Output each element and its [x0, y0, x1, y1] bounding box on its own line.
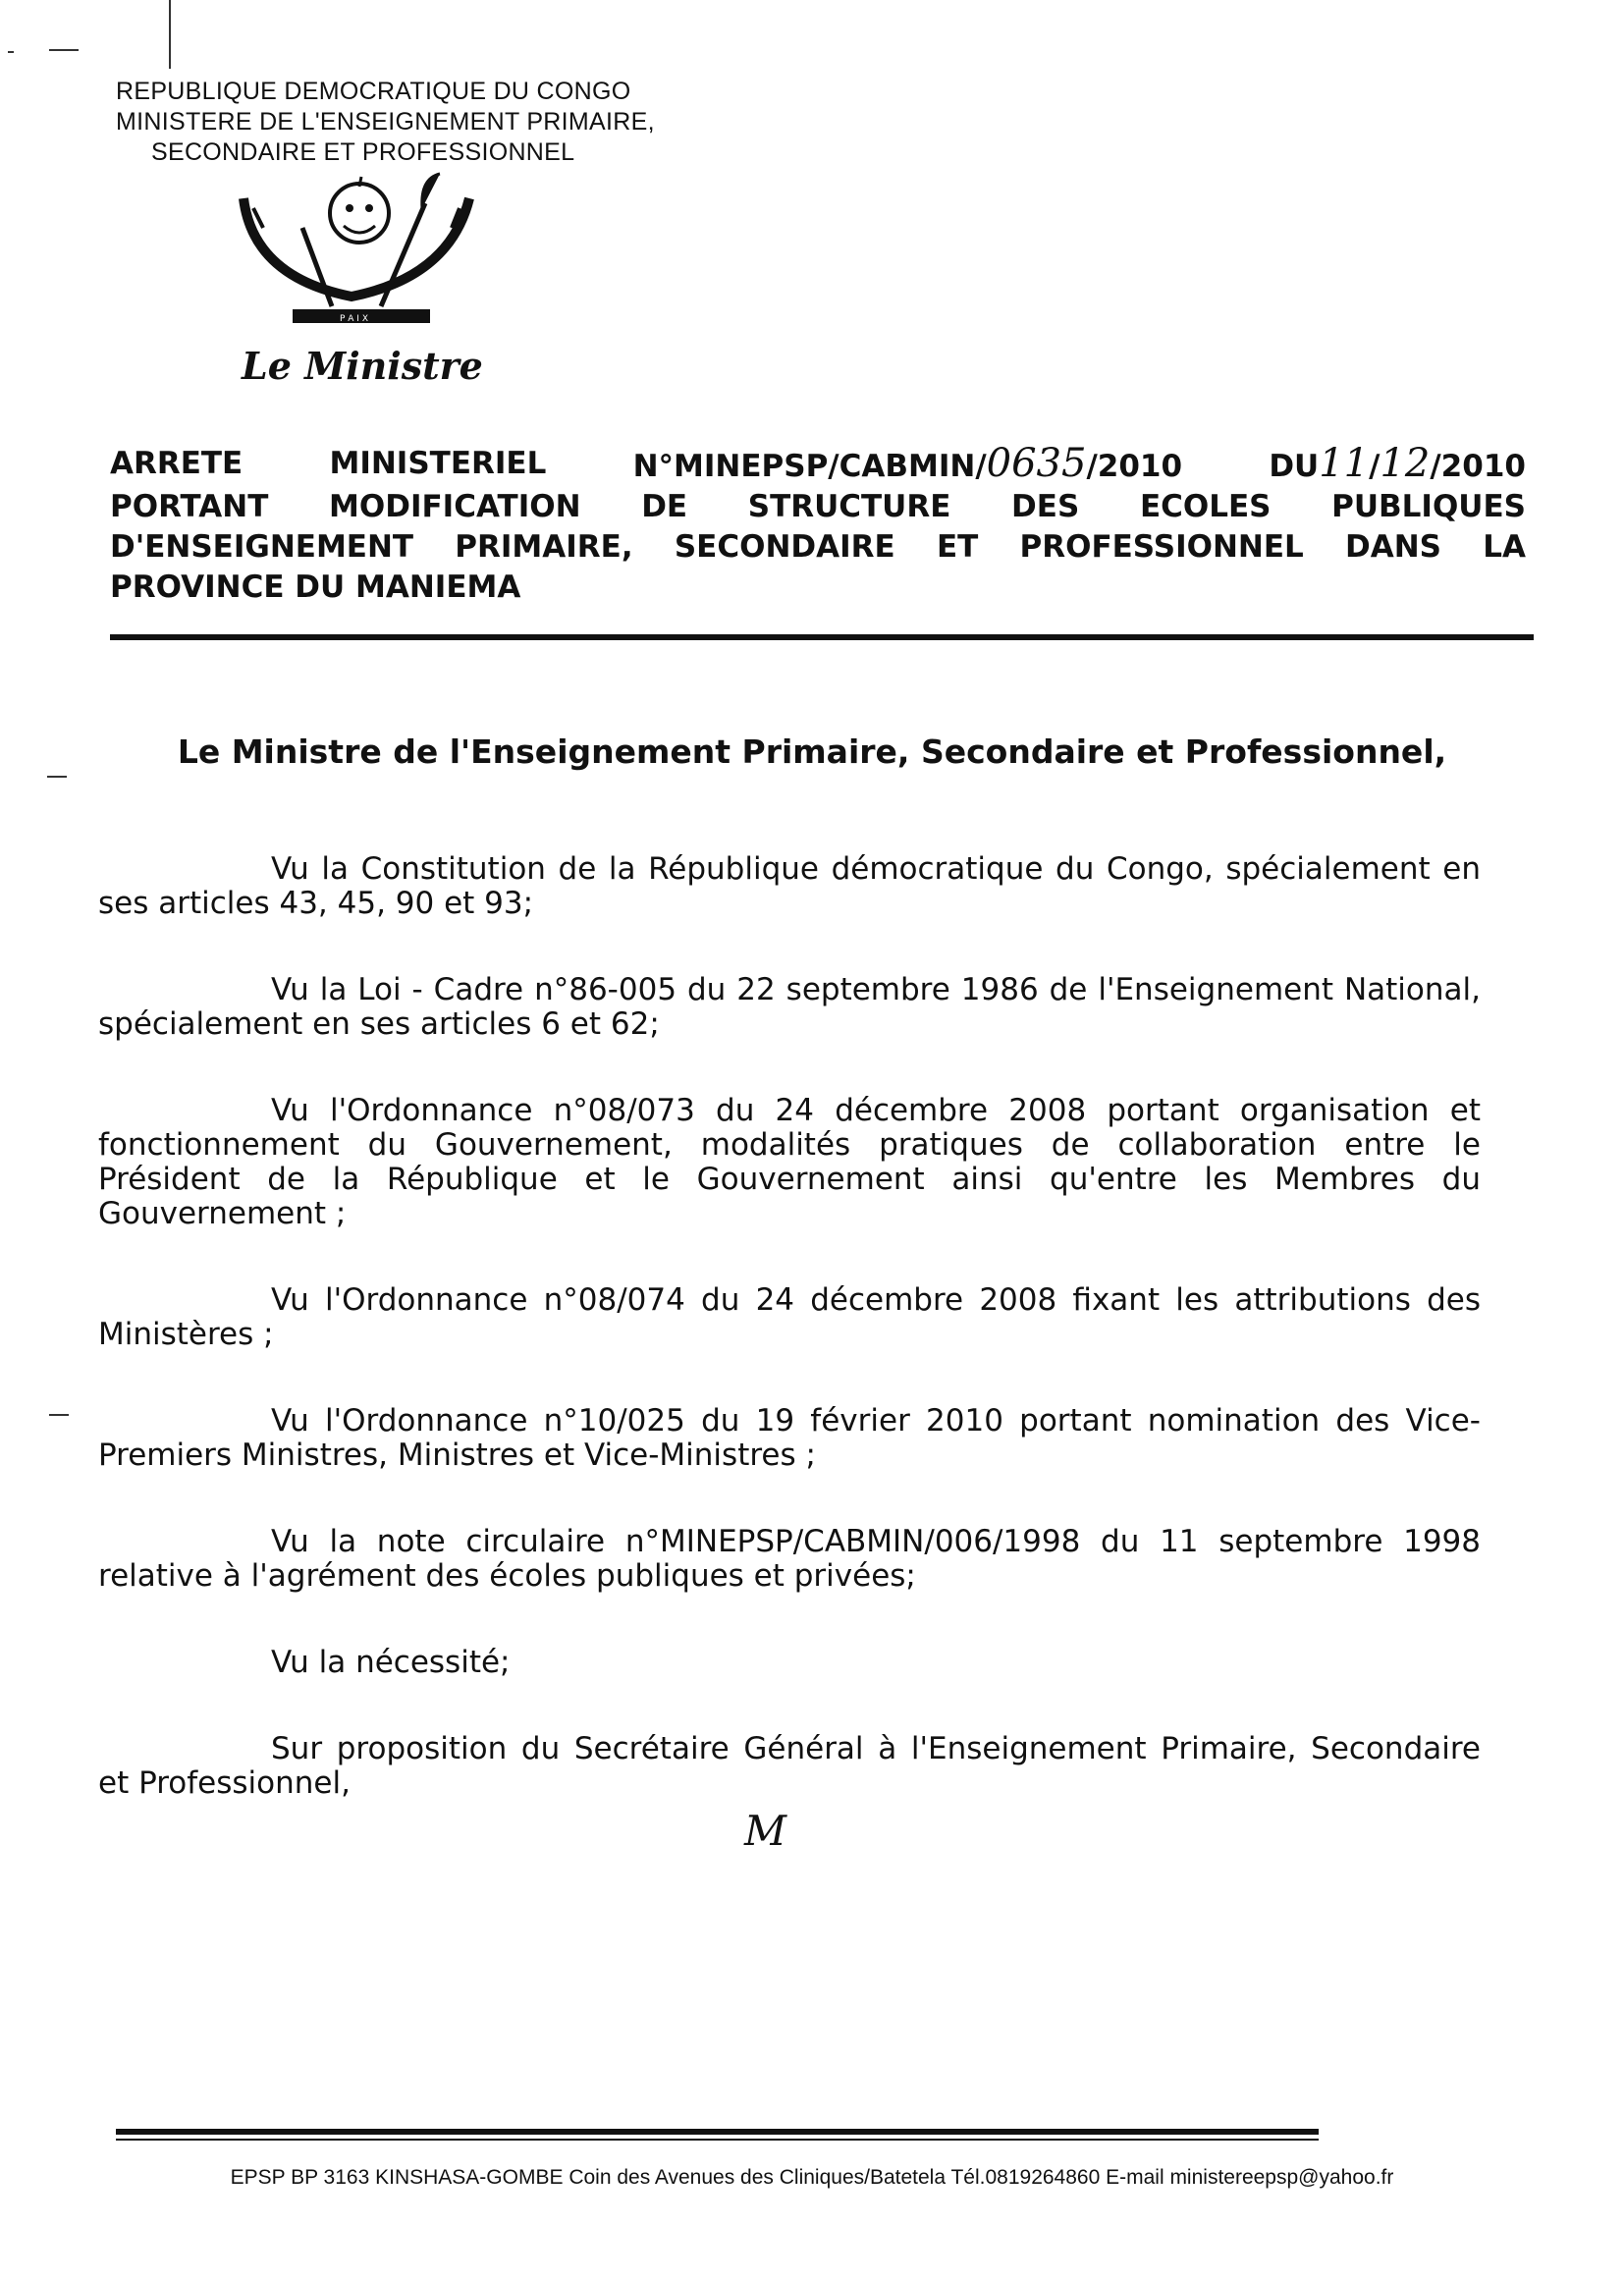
ref-prefix: N°MINEPSP/CABMIN/	[632, 449, 987, 484]
preamble-body	[98, 852, 1481, 1853]
footer-divider-thin	[116, 2139, 1319, 2141]
letterhead-ministry-cont: SECONDAIRE ET PROFESSIONNEL	[151, 138, 575, 166]
handwritten-date-month: 12	[1380, 441, 1431, 486]
preamble-paragraph: Vu la Loi - Cadre n°86-005 du 22 septembre 1986 de l'Enseignement National, spécialement en ses articles 6 et 62;	[98, 972, 1481, 1042]
handwritten-date-day: 11	[1319, 441, 1370, 486]
scan-mark	[49, 49, 79, 51]
preamble-paragraph: Vu l'Ordonnance n°08/074 du 24 décembre 2008 fixant les attributions des Ministères ;	[98, 1282, 1481, 1352]
date-separator: /	[1369, 449, 1380, 484]
minister-heading: Le Ministre de l'Enseignement Primaire, Secondaire et Professionnel,	[177, 733, 1447, 771]
letterhead-country: REPUBLIQUE DEMOCRATIQUE DU CONGO	[116, 78, 631, 105]
scan-mark	[49, 1414, 69, 1416]
letterhead-ministry: MINISTERE DE L'ENSEIGNEMENT PRIMAIRE,	[116, 108, 655, 136]
preamble-paragraph: Vu l'Ordonnance n°10/025 du 19 février 2010 portant nomination des Vice-Premiers Ministres, Ministres et Vice-Ministres ;	[98, 1403, 1481, 1473]
minister-title: Le Ministre	[242, 344, 483, 388]
decree-reference	[632, 441, 1183, 487]
decree-title-line2: PORTANT MODIFICATION DE STRUCTURE DES ECOLES PUBLIQUES	[110, 489, 1526, 524]
scan-mark	[8, 51, 14, 53]
decree-title-line1	[110, 441, 1526, 487]
letterhead	[116, 77, 655, 168]
preamble-paragraph: Vu la note circulaire n°MINEPSP/CABMIN/006/1998 du 11 septembre 1998 relative à l'agrément des écoles publiques et privées;	[98, 1524, 1481, 1594]
preamble-paragraph: Sur proposition du Secrétaire Général à l'Enseignement Primaire, Secondaire et Professionnel,	[98, 1731, 1481, 1801]
footer-divider	[116, 2129, 1319, 2135]
decree-date	[1269, 441, 1526, 487]
ref-suffix: /2010	[1086, 449, 1183, 484]
decree-title	[110, 441, 1526, 608]
footer-contact: EPSP BP 3163 KINSHASA-GOMBE Coin des Avenues des Cliniques/Batetela Tél.0819264860 E-mail ministereepsp@yahoo.fr	[230, 2166, 1394, 2189]
coat-of-arms-emblem	[234, 169, 489, 331]
scan-mark	[47, 776, 67, 778]
title-word-arrete: ARRETE	[110, 446, 244, 481]
handwritten-ref-number: 0635	[986, 441, 1087, 486]
preamble-paragraph: Vu la Constitution de la République démocratique du Congo, spécialement en ses articles 43, 45, 90 et 93;	[98, 851, 1481, 921]
svg-text:P A I X: P A I X	[340, 314, 368, 324]
title-word-ministeriel: MINISTERIEL	[329, 446, 547, 481]
decree-title-line3: D'ENSEIGNEMENT PRIMAIRE, SECONDAIRE ET PROFESSIONNEL DANS LA	[110, 529, 1526, 565]
scan-mark	[169, 0, 171, 69]
preamble-paragraph: Vu la nécessité;	[271, 1645, 511, 1680]
preamble-paragraph: Vu l'Ordonnance n°08/073 du 24 décembre 2008 portant organisation et fonctionnement du Gouvernement, modalités pratiques de collaboration entre le Président de la République et le Gouvernement ainsi qu'entre les Membres du Gouvernement ;	[98, 1093, 1481, 1231]
date-prefix: DU	[1269, 449, 1320, 484]
title-divider	[110, 634, 1534, 640]
date-year: /2010	[1430, 449, 1526, 484]
handwritten-initials: M	[744, 1807, 787, 1855]
decree-title-line4: PROVINCE DU MANIEMA	[110, 570, 521, 605]
